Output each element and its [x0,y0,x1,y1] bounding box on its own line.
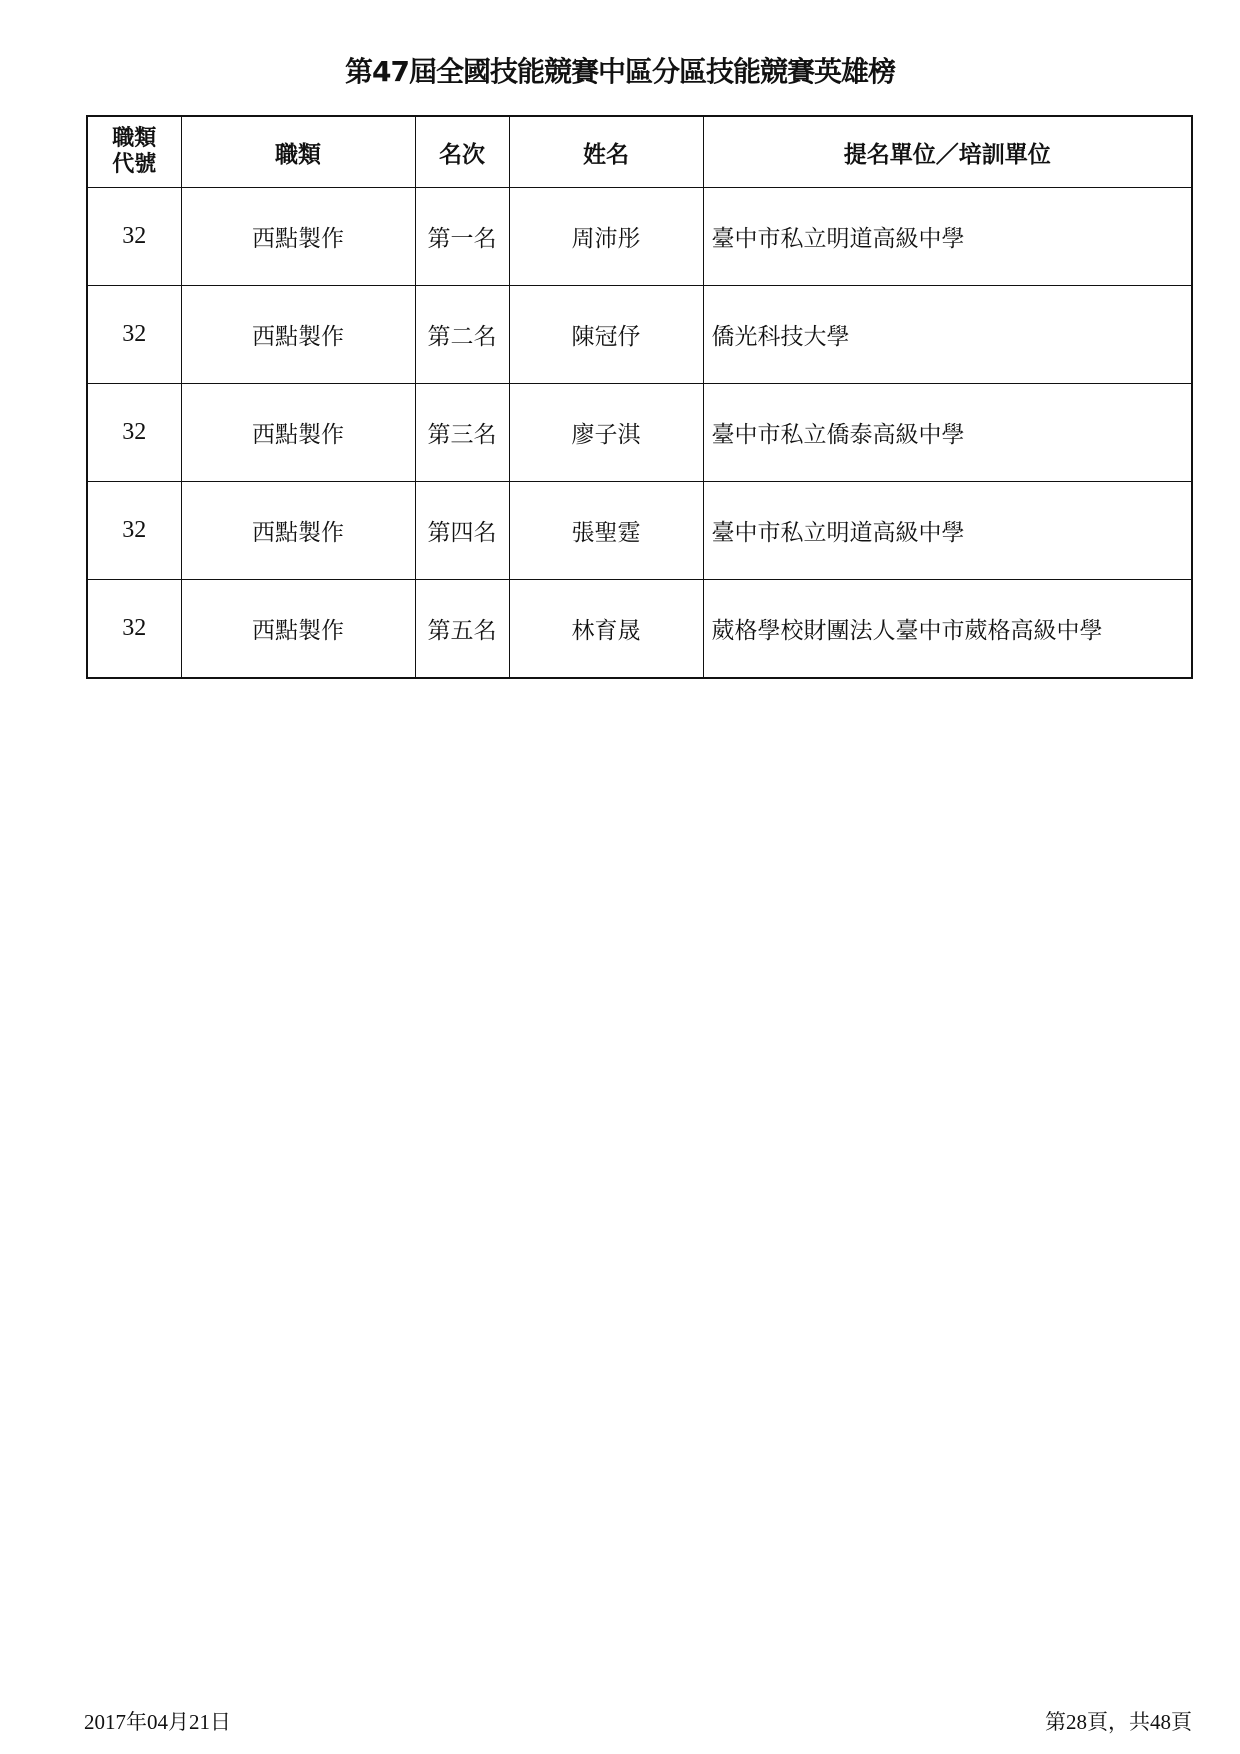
table-header-row [87,116,1192,188]
cell-name: 周沛彤 [509,188,703,286]
cell-rank: 第五名 [415,580,509,679]
header-rank: 名次 [415,116,509,188]
table-row [87,286,1192,384]
cell-trade: 西點製作 [181,286,415,384]
cell-unit: 葳格學校財團法人臺中市葳格高級中學 [703,580,1192,679]
results-table [86,115,1193,679]
cell-name: 張聖霆 [509,482,703,580]
cell-rank: 第一名 [415,188,509,286]
cell-trade: 西點製作 [181,384,415,482]
cell-trade-code: 32 [87,188,181,286]
cell-trade: 西點製作 [181,580,415,679]
cell-unit: 臺中市私立僑泰高級中學 [703,384,1192,482]
table-row [87,482,1192,580]
cell-name: 林育晟 [509,580,703,679]
cell-trade-code: 32 [87,482,181,580]
table-row [87,580,1192,679]
cell-rank: 第三名 [415,384,509,482]
header-name: 姓名 [509,116,703,188]
table-row [87,188,1192,286]
page-title: 第47屆全國技能競賽中區分區技能競賽英雄榜 [345,55,895,88]
footer-date: 2017年04月21日 [84,1710,231,1734]
table-row [87,384,1192,482]
cell-trade: 西點製作 [181,482,415,580]
cell-rank: 第二名 [415,286,509,384]
cell-name: 陳冠伃 [509,286,703,384]
cell-unit: 臺中市私立明道高級中學 [703,188,1192,286]
cell-trade-code: 32 [87,384,181,482]
header-trade-code-line2: 代號 [112,152,157,177]
cell-trade-code: 32 [87,580,181,679]
header-unit: 提名單位／培訓單位 [703,116,1192,188]
cell-name: 廖子淇 [509,384,703,482]
cell-trade-code: 32 [87,286,181,384]
cell-rank: 第四名 [415,482,509,580]
cell-unit: 僑光科技大學 [703,286,1192,384]
footer-page-number: 第28頁，共48頁 [1045,1710,1192,1734]
header-trade-code [87,116,181,188]
cell-unit: 臺中市私立明道高級中學 [703,482,1192,580]
header-trade-code-line1: 職類 [112,126,157,151]
cell-trade: 西點製作 [181,188,415,286]
header-trade: 職類 [181,116,415,188]
